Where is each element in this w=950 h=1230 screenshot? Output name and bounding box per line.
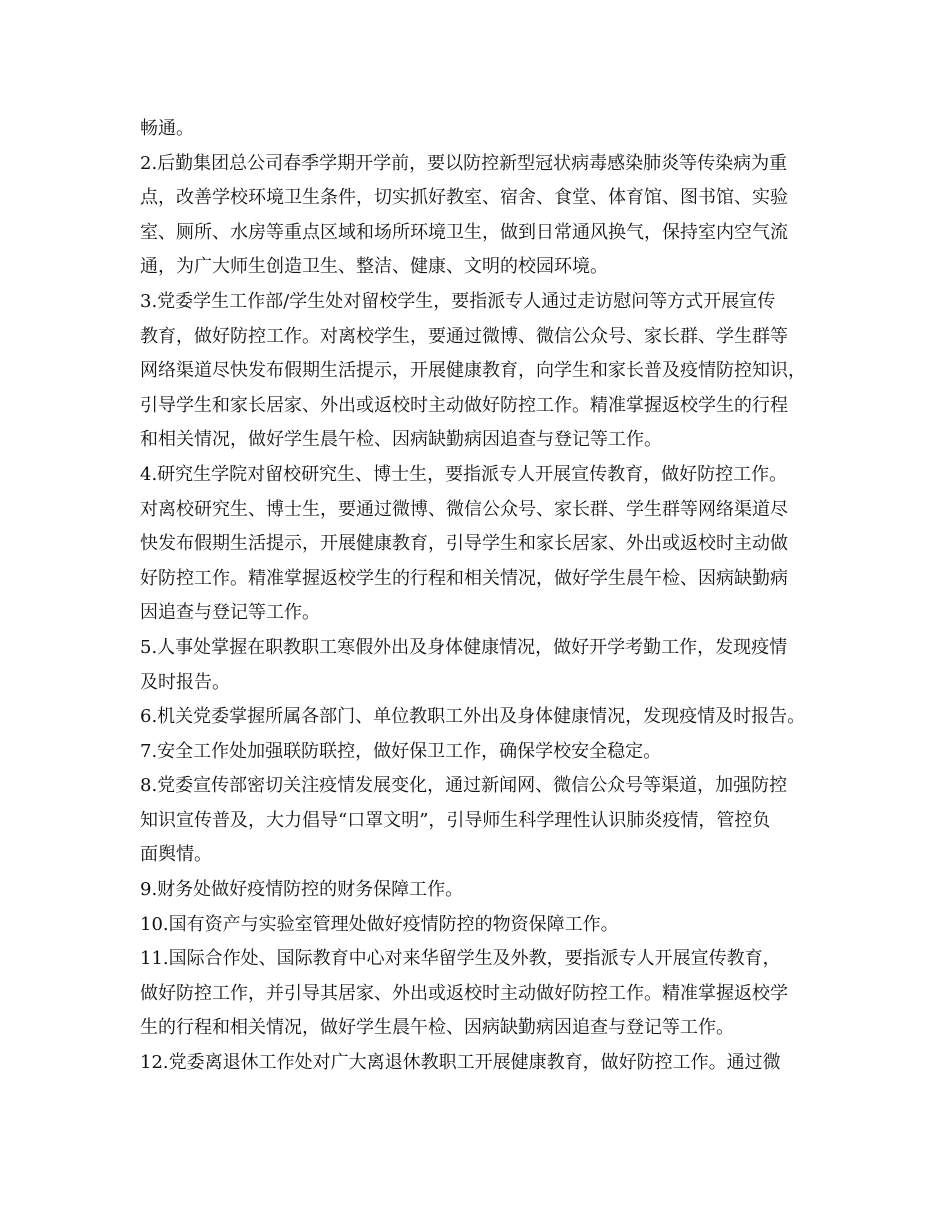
text-line: 教育，做好防控工作。对离校学生，要通过微博、微信公众号、家长群、学生群等 <box>140 325 788 347</box>
text-line: 3.党委学生工作部/学生处对留校学生，要指派专人通过走访慰问等方式开展宣传 <box>140 290 776 312</box>
text-line: 9.财务处做好疫情防控的财务保障工作。 <box>140 879 464 901</box>
paragraph-item-10 <box>140 908 830 943</box>
text-line: 知识宣传普及，大力倡导“口罩文明”，引导师生科学理性认识肺炎疫情，管控负 <box>140 809 771 831</box>
text-line: 7.安全工作处加强联防联控，做好保卫工作，确保学校安全稳定。 <box>140 740 662 762</box>
document-body <box>140 112 830 1081</box>
text-line: 生的行程和相关情况，做好学生晨午检、因病缺勤病因追查与登记等工作。 <box>140 1017 734 1039</box>
text-line: 和相关情况，做好学生晨午检、因病缺勤病因追查与登记等工作。 <box>140 429 662 451</box>
paragraph-item-7 <box>140 735 830 770</box>
text-line: 点，改善学校环境卫生条件，切实抓好教室、宿舍、食堂、体育馆、图书馆、实验 <box>140 187 788 209</box>
text-line: 做好防控工作，并引导其居家、外出或返校时主动做好防控工作。精准掌握返校学 <box>140 982 788 1004</box>
text-line: 11.国际合作处、国际教育中心对来华留学生及外教，要指派专人开展宣传教育， <box>140 948 781 970</box>
paragraph-item-8 <box>140 769 830 873</box>
text-line: 快发布假期生活提示，开展健康教育，引导学生和家长居家、外出或返校时主动做 <box>140 533 788 555</box>
text-line: 网络渠道尽快发布假期生活提示，开展健康教育，向学生和家长普及疫情防控知识， <box>140 360 806 382</box>
text-line: 8.党委宣传部密切关注疫情发展变化，通过新闻网、微信公众号等渠道，加强防控 <box>140 775 788 797</box>
paragraph-item-9 <box>140 873 830 908</box>
text-line: 通，为广大师生创造卫生、整洁、健康、文明的校园环境。 <box>140 256 608 278</box>
text-line: 因追查与登记等工作。 <box>140 602 320 624</box>
text-line: 及时报告。 <box>140 671 230 693</box>
text-line: 2.后勤集团总公司春季学期开学前，要以防控新型冠状病毒感染肺炎等传染病为重 <box>140 152 788 174</box>
paragraph-item-3 <box>140 285 830 458</box>
text-line: 10.国有资产与实验室管理处做好疫情防控的物资保障工作。 <box>140 913 619 935</box>
text-line: 面舆情。 <box>140 844 212 866</box>
paragraph-item-6 <box>140 700 830 735</box>
text-line: 好防控工作。精准掌握返校学生的行程和相关情况，做好学生晨午检、因病缺勤病 <box>140 567 788 589</box>
text-line: 畅通。 <box>140 118 194 139</box>
paragraph-item-4 <box>140 458 830 631</box>
paragraph-item-12 <box>140 1046 830 1081</box>
paragraph-item-5 <box>140 631 830 700</box>
text-line: 5.人事处掌握在职教职工寒假外出及身体健康情况，做好开学考勤工作，发现疫情 <box>140 636 788 658</box>
paragraph-continuation <box>140 112 830 147</box>
text-line: 12.党委离退休工作处对广大离退休教职工开展健康教育，做好防控工作。通过微 <box>140 1052 781 1074</box>
text-line: 对离校研究生、博士生，要通过微博、微信公众号、家长群、学生群等网络渠道尽 <box>140 498 788 520</box>
text-line: 4.研究生学院对留校研究生、博士生，要指派专人开展宣传教育，做好防控工作。 <box>140 463 788 485</box>
text-line: 引导学生和家长居家、外出或返校时主动做好防控工作。精准掌握返校学生的行程 <box>140 394 788 416</box>
paragraph-item-11 <box>140 942 830 1046</box>
text-line: 室、厕所、水房等重点区域和场所环境卫生，做到日常通风换气，保持室内空气流 <box>140 221 788 243</box>
text-line: 6.机关党委掌握所属各部门、单位教职工外出及身体健康情况，发现疫情及时报告。 <box>140 706 806 728</box>
paragraph-item-2 <box>140 147 830 285</box>
